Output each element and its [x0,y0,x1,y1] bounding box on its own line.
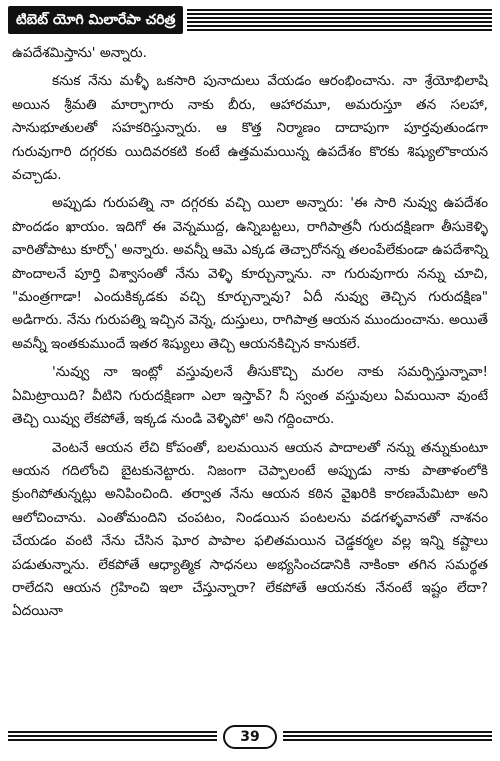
book-title: టిబెట్ యోగి మిలారేపా చరిత్ర [8,6,183,34]
paragraph-1: ఉపదేశమిస్తాను' అన్నారు. [12,45,147,61]
paragraph-5: వెంటనే ఆయన లేచి కోపంతో, బలమయిన ఆయన పాదాలతో నన్ను తన్నుకుంటూ ఆయన గదిలోంచి బైటకునెట్టారు. నిజంగా చెప్పాలంటే అప్పుడు నాకు పాతాళంలోకి క్రుంగిపోతున్నట్లు అనిపించింది. తర్వాత నేను ఆయన కఠిన వైఖరికి కారణమేమిటా అని ఆలోచించాను. ఎంతోమందిని చంపటం, నిండయిన పంటలను వడగళ్ళవానతో నాశనం చేయడం వంటి నేను చేసిన ఘోర పాపాల ఫలితమయిన చెడ్డకర్మల వల్ల ఇన్ని కష్టాలు పడుతున్నాను. లేకపోతే ఆధ్యాత్మిక సాధనలు అభ్యసించడానికి నాకింకా తగిన సమర్థత రాలేదని ఆయన గ్రహించి ఇలా చేస్తున్నారా? లేకపోతే ఆయనకు నేనంటే ఇష్టం లేదా? ఏదయినా [12,439,488,620]
header-rule-lines [187,9,492,31]
paragraph-4: 'నువ్వు నా ఇంట్లో వస్తువులనే తీసుకొచ్చి మరల నాకు సమర్పిస్తున్నావా! ఏమిట్రాయిది? వీటిని గురుదక్షిణగా ఎలా ఇస్తావ్? నీ స్వంత వస్తువులు ఏమయినా వుంటే తెచ్చి యివ్వు లేకపోతే, ఇక్కడ నుండి వెళ్ళిపో' అని గద్దించారు. [12,364,488,428]
paragraph-2: కనుక నేను మళ్ళీ ఒకసారి పునాదులు వేయడం ఆరంభించాను. నా శ్రేయోభిలాషి అయిన శ్రీమతి మార్పాగారు నాకు బీరు, ఆహారమూ, అమరుస్తూ తన సలహా, సానుభూతులతో సహకరిస్తున్నారు. ఆ కొత్త నిర్మాణం దాదాపుగా పూర్తవుతుండగా గురువుగారి దగ్గరకు యిదివరకటి కంటే ఉత్తమమయిన్న ఉపదేశం కొరకు శిష్యులొకాయన వచ్చాడు. [12,73,488,184]
footer-rule-left [8,731,217,743]
page-number: 39 [223,725,277,749]
paragraph-3: అప్పుడు గురుపత్ని నా దగ్గరకు వచ్చి యిలా అన్నారు: 'ఈ సారి నువ్వు ఉపదేశం పొందడం ఖాయం. ఇదిగో ఈ వెన్నముద్ద, ఉన్నిబట్టలు, రాగిపాత్రనీ గురుదక్షిణగా తీసుకెళ్ళి వారితోపాటు కూర్చో' అన్నారు. అవన్నీ ఆమె ఎక్కడ తెచ్చారోనన్న తలంపేలేకుండా ఉపదేశాన్ని పొందాలనే పూర్తి విశ్వాసంతో నేను వెళ్ళి కూర్చున్నాను. నా గురువుగారు నన్ను చూచి, "మంత్రగాడా! ఎందుకిక్కడకు వచ్చి కూర్చున్నావు? ఏదీ నువ్వు తెచ్చిన గురుదక్షిణ" అడిగారు. నేను గురుపత్ని ఇచ్చిన వెన్న, దుస్తులు, రాగిపాత్ర ఆయన ముందుంచాను. అయితే అవన్నీ ఇంతకుముందే ఇతర శిష్యులు తెచ్చి ఆయనకిచ్చిన కానుకలే. [12,195,488,352]
page-footer [8,726,492,748]
running-header [8,6,492,34]
footer-rule-right [283,731,492,743]
page-body [12,42,488,624]
